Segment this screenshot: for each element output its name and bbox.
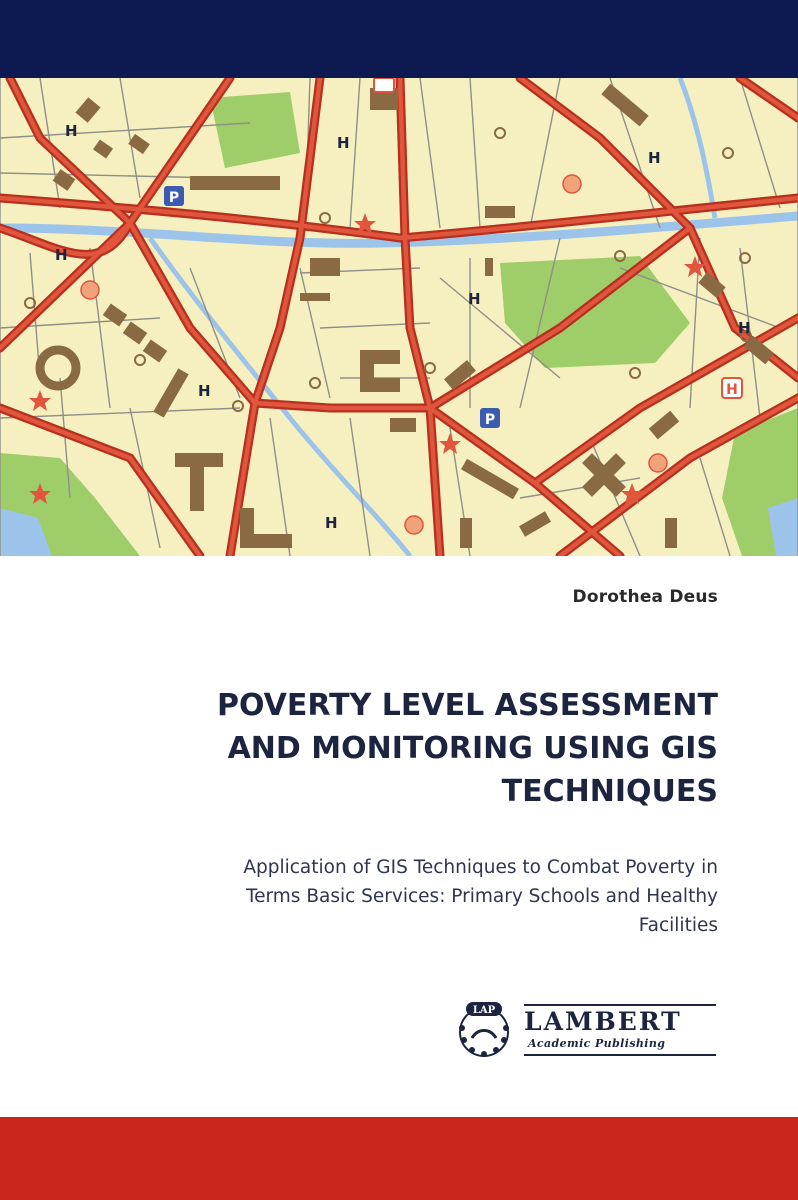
svg-text:H: H [198,382,211,400]
svg-text:H: H [55,246,68,264]
city-map-illustration [0,78,798,556]
subtitle-line: Terms Basic Services: Primary Schools and Healthy [245,886,718,907]
bottom-color-band [0,1117,798,1200]
lap-emblem-icon [452,998,516,1060]
subtitle-line: Application of GIS Techniques to Combat Poverty in [243,857,718,878]
title-line: TECHNIQUES [501,774,718,809]
author-name: Dorothea Deus [572,587,718,607]
publisher-rule [524,1004,716,1006]
subtitle-line: Facilities [638,915,718,936]
title-line: POVERTY LEVEL ASSESSMENT [216,688,718,723]
svg-text:P: P [484,412,496,428]
title-line: AND MONITORING USING GIS [227,731,718,766]
svg-text:H: H [325,514,338,532]
svg-text:H: H [337,134,350,152]
book-subtitle [78,853,718,940]
publisher-logo [452,998,718,1060]
book-title [58,684,718,813]
svg-text:P: P [168,190,180,206]
svg-text:H: H [468,290,481,308]
svg-text:H: H [726,382,738,398]
publisher-rule [524,1054,716,1056]
publisher-name: LAMBERT [524,1007,682,1036]
svg-text:H: H [648,149,661,167]
svg-text:H: H [738,319,751,337]
top-color-band [0,0,798,78]
svg-text:LAP: LAP [472,1005,496,1016]
svg-text:H: H [65,122,78,140]
publisher-tagline: Academic Publishing [528,1037,666,1050]
